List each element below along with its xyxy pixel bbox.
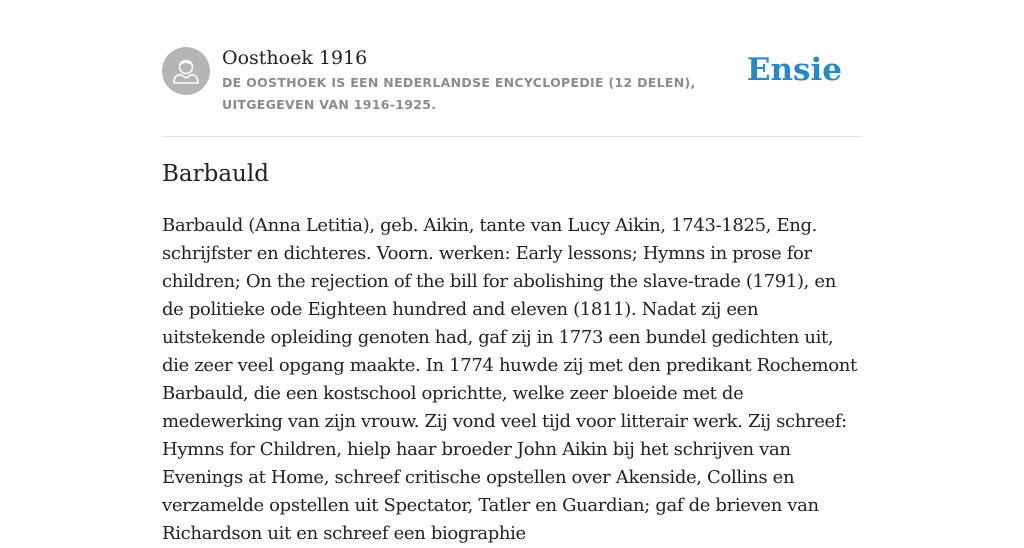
- source-header: [162, 0, 862, 137]
- article-title: Barbauld: [162, 161, 269, 187]
- source-description: DE OOSTHOEK IS EEN NEDERLANDSE ENCYCLOPEDIE (12 DELEN), UITGEGEVEN VAN 1916-1925.: [222, 75, 696, 112]
- user-placeholder-icon: [162, 47, 210, 95]
- ensie-logo[interactable]: Ensie: [746, 52, 842, 88]
- source-title[interactable]: Oosthoek 1916: [222, 47, 368, 69]
- article-body: Barbauld (Anna Letitia), geb. Aikin, tante van Lucy Aikin, 1743-1825, Eng. schrijfster en dichteres. Voorn. werken: Early lessons; Hymns in prose for children; On the rejection of the bill for abolishing the slave-trade (1791), en de politieke ode Eighteen hundred and eleven (1811). Nadat zij een uitstekende opleiding genoten had, gaf zij in 1773 een bundel gedichten uit, die zeer veel opgang maakte. In 1774 huwde zij met den predikant Rochemont Barbauld, die een kostschool oprichtte, welke zeer bloeide met de medewerking van zijn vrouw. Zij vond veel tijd voor litterair werk. Zij schreef: Hymns for Children, hielp haar broeder John Aikin bij het schrijven van Evenings at Home, schreef critische opstellen over Akenside, Collins en verzamelde opstellen uit Spectator, Tatler en Guardian; gaf de brieven van Richardson uit en schreef een biographie: [162, 215, 857, 544]
